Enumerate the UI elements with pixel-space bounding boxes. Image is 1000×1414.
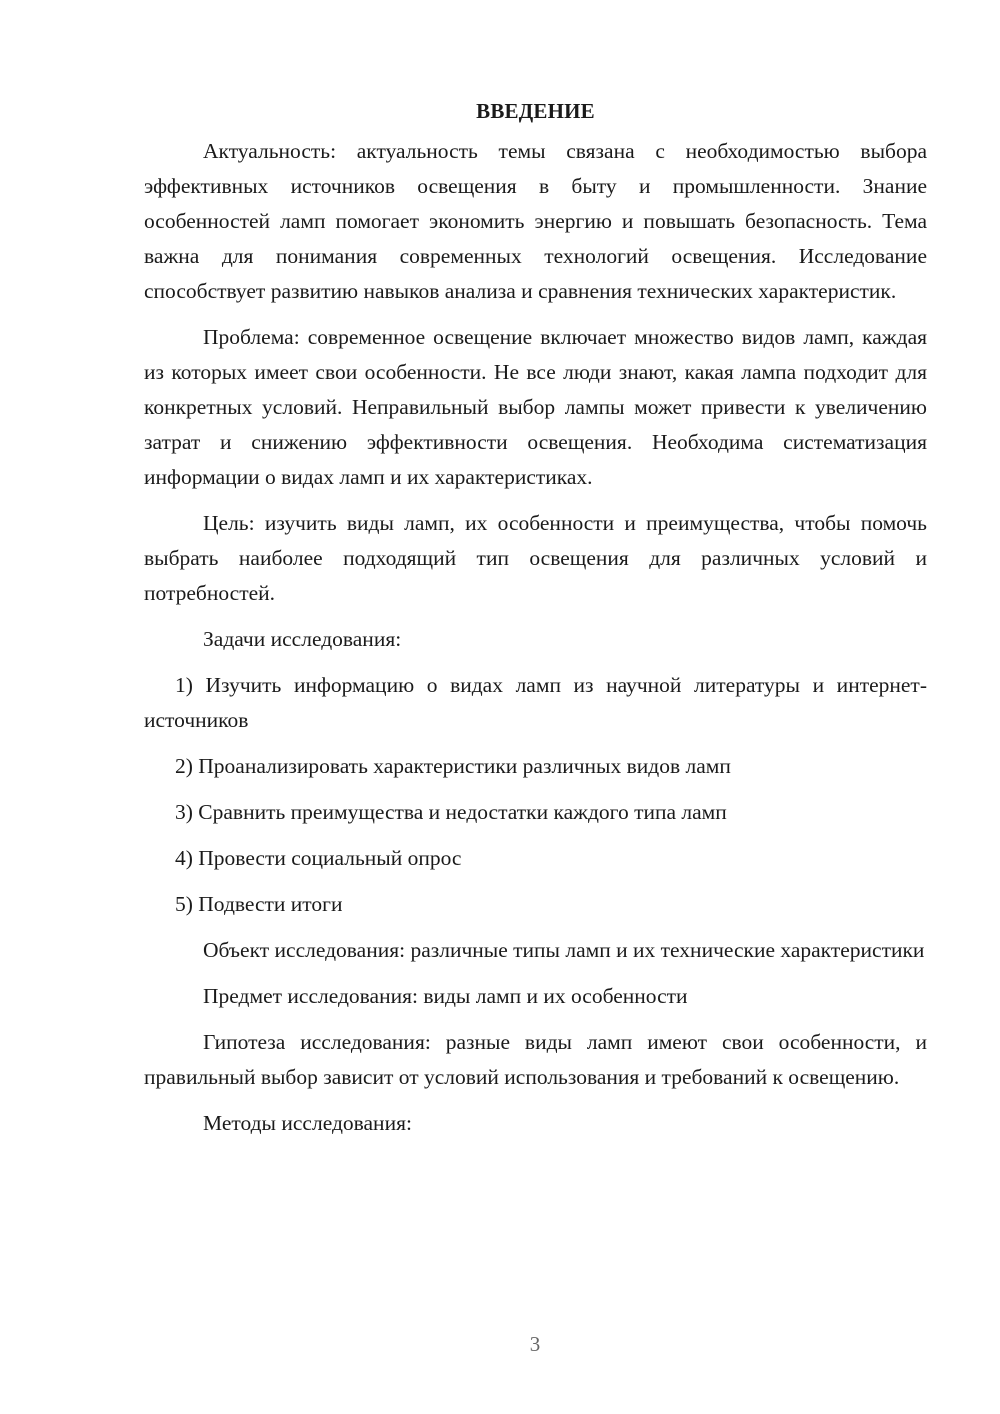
tasks-heading: Задачи исследования:: [203, 627, 402, 651]
tasks-list: [144, 668, 927, 922]
paragraph-relevance: Актуальность: актуальность темы связана с необходимостью выбора эффективных источников освещения в быту и промышленности. Знание особенностей ламп помогает экономить энергию и повышать безопасность. Тема важна для понимания современных технологий освещения. Исследование способствует развитию навыков анализа и сравнения технических характеристик.: [144, 139, 927, 303]
paragraph-goal: Цель: изучить виды ламп, их особенности и преимущества, чтобы помочь выбрать наиболее подходящий тип освещения для различных условий и потребностей.: [144, 511, 927, 605]
section-title: ВВЕДЕНИЕ: [476, 99, 595, 123]
list-item: 3) Сравнить преимущества и недостатки каждого типа ламп: [175, 800, 727, 824]
page-number: 3: [529, 1332, 541, 1356]
list-item: 2) Проанализировать характеристики различных видов ламп: [175, 754, 731, 778]
document-page: [144, 88, 927, 1152]
list-item: 1) Изучить информацию о видах ламп из научной литературы и интернет-источников: [144, 673, 927, 732]
methods-heading: Методы исследования:: [203, 1111, 412, 1135]
list-item: 4) Провести социальный опрос: [175, 846, 462, 870]
paragraph-subject: Предмет исследования: виды ламп и их особенности: [203, 984, 688, 1008]
list-item: 5) Подвести итоги: [175, 892, 343, 916]
paragraph-problem: Проблема: современное освещение включает множество видов ламп, каждая из которых имеет свои особенности. Не все люди знают, какая лампа подходит для конкретных условий. Неправильный выбор лампы может привести к увеличению затрат и снижению эффективности освещения. Необходима систематизация информации о видах ламп и их характеристиках.: [144, 325, 927, 489]
paragraph-object: Объект исследования: различные типы ламп и их технические характеристики: [203, 938, 925, 962]
paragraph-hypothesis: Гипотеза исследования: разные виды ламп имеют свои особенности, и правильный выбор зависит от условий использования и требований к освещению.: [144, 1030, 927, 1089]
